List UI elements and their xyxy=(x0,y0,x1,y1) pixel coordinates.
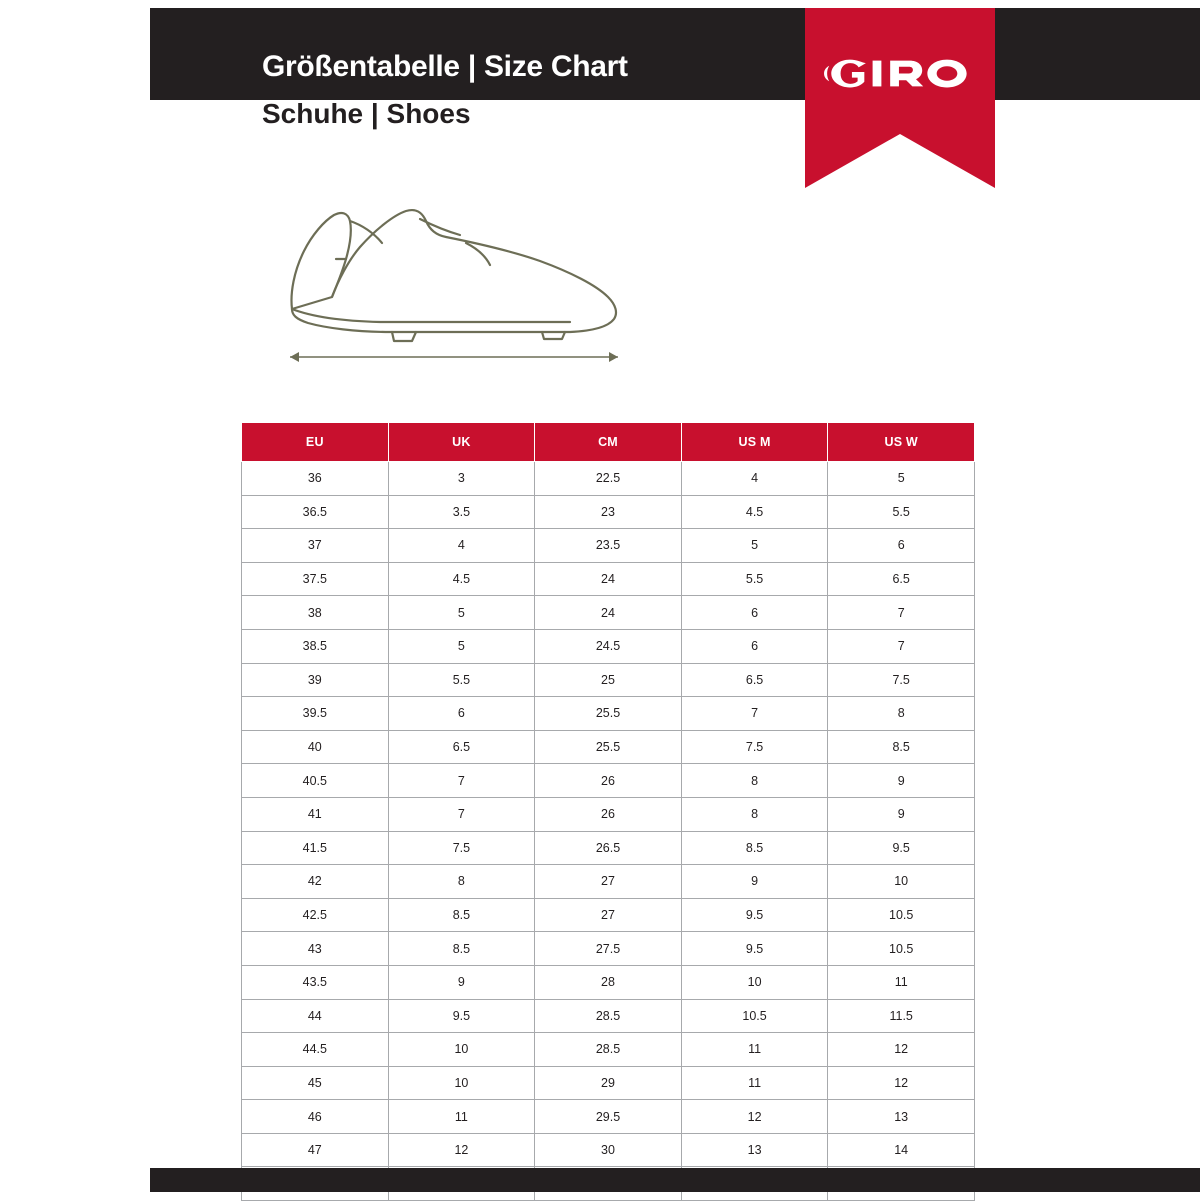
table-cell-eu: 42.5 xyxy=(242,898,389,932)
table-cell-us-m: 6 xyxy=(681,629,828,663)
table-cell-eu: 47 xyxy=(242,1133,389,1167)
table-row xyxy=(242,831,975,865)
table-cell-cm: 26 xyxy=(535,764,682,798)
table-cell-uk: 7.5 xyxy=(388,831,535,865)
table-cell-cm: 28.5 xyxy=(535,999,682,1033)
table-cell-us-w: 7 xyxy=(828,596,975,630)
table-cell-uk: 7 xyxy=(388,764,535,798)
table-cell-eu: 37 xyxy=(242,529,389,563)
table-cell-us-m: 5.5 xyxy=(681,562,828,596)
table-cell-cm: 24 xyxy=(535,562,682,596)
column-header-us-m: US M xyxy=(681,423,828,462)
table-row xyxy=(242,1066,975,1100)
table-cell-cm: 24 xyxy=(535,596,682,630)
table-row xyxy=(242,932,975,966)
table-row xyxy=(242,865,975,899)
table-row xyxy=(242,797,975,831)
table-cell-us-m: 9.5 xyxy=(681,932,828,966)
table-cell-uk: 4.5 xyxy=(388,562,535,596)
table-cell-cm: 22.5 xyxy=(535,462,682,496)
footer-bar xyxy=(150,1168,1200,1192)
table-row xyxy=(242,562,975,596)
size-chart-table xyxy=(241,422,975,1201)
table-cell-uk: 8.5 xyxy=(388,898,535,932)
table-cell-eu: 39 xyxy=(242,663,389,697)
table-cell-eu: 38.5 xyxy=(242,629,389,663)
table-cell-us-w: 10 xyxy=(828,865,975,899)
table-cell-us-m: 8 xyxy=(681,764,828,798)
table-cell-eu: 39.5 xyxy=(242,697,389,731)
table-cell-eu: 44.5 xyxy=(242,1033,389,1067)
table-cell-uk: 9 xyxy=(388,965,535,999)
table-body xyxy=(242,462,975,1201)
table-cell-cm: 23.5 xyxy=(535,529,682,563)
table-cell-us-w: 9 xyxy=(828,764,975,798)
table-cell-cm: 23 xyxy=(535,495,682,529)
table-cell-cm: 30 xyxy=(535,1133,682,1167)
table-row xyxy=(242,462,975,496)
table-cell-us-w: 5 xyxy=(828,462,975,496)
table-cell-uk: 6.5 xyxy=(388,730,535,764)
table-cell-us-w: 12 xyxy=(828,1066,975,1100)
table-row xyxy=(242,529,975,563)
table-cell-uk: 8.5 xyxy=(388,932,535,966)
table-cell-us-m: 8 xyxy=(681,797,828,831)
table-cell-us-w: 11 xyxy=(828,965,975,999)
table-row xyxy=(242,629,975,663)
table-cell-us-w: 13 xyxy=(828,1100,975,1134)
table-cell-us-m: 6.5 xyxy=(681,663,828,697)
table-row xyxy=(242,1133,975,1167)
table-cell-us-w: 12 xyxy=(828,1033,975,1067)
table-cell-us-m: 13 xyxy=(681,1133,828,1167)
table-cell-eu: 41 xyxy=(242,797,389,831)
table-cell-us-m: 8.5 xyxy=(681,831,828,865)
table-row xyxy=(242,730,975,764)
table-cell-us-w: 9 xyxy=(828,797,975,831)
table-cell-uk: 10 xyxy=(388,1033,535,1067)
table-row xyxy=(242,898,975,932)
table-cell-eu: 44 xyxy=(242,999,389,1033)
table-cell-eu: 46 xyxy=(242,1100,389,1134)
table-cell-us-w: 8 xyxy=(828,697,975,731)
table-cell-uk: 5 xyxy=(388,629,535,663)
table-cell-uk: 7 xyxy=(388,797,535,831)
table-cell-us-w: 5.5 xyxy=(828,495,975,529)
table-cell-eu: 36.5 xyxy=(242,495,389,529)
table-cell-us-m: 6 xyxy=(681,596,828,630)
table-cell-uk: 6 xyxy=(388,697,535,731)
table-cell-us-m: 11 xyxy=(681,1066,828,1100)
table-cell-cm: 29 xyxy=(535,1066,682,1100)
table-row xyxy=(242,999,975,1033)
table-cell-cm: 26.5 xyxy=(535,831,682,865)
table-cell-uk: 12 xyxy=(388,1133,535,1167)
table-cell-cm: 26 xyxy=(535,797,682,831)
table-row xyxy=(242,697,975,731)
table-row xyxy=(242,965,975,999)
table-cell-uk: 3 xyxy=(388,462,535,496)
column-header-eu: EU xyxy=(242,423,389,462)
table-header-row xyxy=(242,423,975,462)
page-subtitle: Schuhe | Shoes xyxy=(262,98,471,129)
table-cell-cm: 25 xyxy=(535,663,682,697)
table-cell-cm: 25.5 xyxy=(535,697,682,731)
table-cell-eu: 40 xyxy=(242,730,389,764)
table-cell-eu: 37.5 xyxy=(242,562,389,596)
table-cell-eu: 38 xyxy=(242,596,389,630)
page-title: Größentabelle | Size Chart xyxy=(262,50,628,83)
table-cell-cm: 24.5 xyxy=(535,629,682,663)
table-cell-us-m: 10 xyxy=(681,965,828,999)
table-row xyxy=(242,495,975,529)
table-cell-eu: 45 xyxy=(242,1066,389,1100)
table-cell-uk: 8 xyxy=(388,865,535,899)
table-cell-us-m: 9 xyxy=(681,865,828,899)
table-cell-eu: 43.5 xyxy=(242,965,389,999)
table-header xyxy=(242,423,975,462)
table-cell-cm: 25.5 xyxy=(535,730,682,764)
table-cell-eu: 41.5 xyxy=(242,831,389,865)
table-row xyxy=(242,596,975,630)
table-cell-uk: 5 xyxy=(388,596,535,630)
table-cell-uk: 4 xyxy=(388,529,535,563)
table-cell-cm: 27 xyxy=(535,898,682,932)
table-cell-us-w: 6 xyxy=(828,529,975,563)
table-cell-uk: 11 xyxy=(388,1100,535,1134)
table-cell-uk: 10 xyxy=(388,1066,535,1100)
table-cell-us-m: 4.5 xyxy=(681,495,828,529)
table-cell-us-m: 4 xyxy=(681,462,828,496)
page-title-group xyxy=(262,44,628,138)
table-cell-cm: 29.5 xyxy=(535,1100,682,1134)
table-cell-us-w: 9.5 xyxy=(828,831,975,865)
table-cell-eu: 43 xyxy=(242,932,389,966)
table-cell-us-w: 11.5 xyxy=(828,999,975,1033)
table-cell-eu: 42 xyxy=(242,865,389,899)
giro-logo-icon xyxy=(823,52,978,94)
table-row xyxy=(242,663,975,697)
table-cell-us-m: 11 xyxy=(681,1033,828,1067)
table-cell-cm: 27 xyxy=(535,865,682,899)
column-header-uk: UK xyxy=(388,423,535,462)
table-cell-us-w: 7.5 xyxy=(828,663,975,697)
table-cell-us-w: 14 xyxy=(828,1133,975,1167)
table-cell-cm: 28.5 xyxy=(535,1033,682,1067)
table-cell-us-w: 6.5 xyxy=(828,562,975,596)
table-cell-us-m: 7.5 xyxy=(681,730,828,764)
column-header-us-w: US W xyxy=(828,423,975,462)
table-cell-us-w: 10.5 xyxy=(828,898,975,932)
table-cell-us-m: 5 xyxy=(681,529,828,563)
table-cell-us-m: 7 xyxy=(681,697,828,731)
brand-banner xyxy=(805,8,995,188)
table-cell-us-m: 12 xyxy=(681,1100,828,1134)
table-row xyxy=(242,764,975,798)
table-cell-cm: 27.5 xyxy=(535,932,682,966)
table-row xyxy=(242,1100,975,1134)
table-cell-uk: 3.5 xyxy=(388,495,535,529)
table-cell-us-w: 8.5 xyxy=(828,730,975,764)
table-cell-uk: 9.5 xyxy=(388,999,535,1033)
table-cell-eu: 36 xyxy=(242,462,389,496)
cycling-shoe-illustration-icon xyxy=(270,185,640,385)
table-cell-us-w: 7 xyxy=(828,629,975,663)
column-header-cm: CM xyxy=(535,423,682,462)
table-cell-us-w: 10.5 xyxy=(828,932,975,966)
table-cell-us-m: 9.5 xyxy=(681,898,828,932)
table-cell-eu: 40.5 xyxy=(242,764,389,798)
table-row xyxy=(242,1033,975,1067)
table-cell-uk: 5.5 xyxy=(388,663,535,697)
table-cell-cm: 28 xyxy=(535,965,682,999)
table-cell-us-m: 10.5 xyxy=(681,999,828,1033)
